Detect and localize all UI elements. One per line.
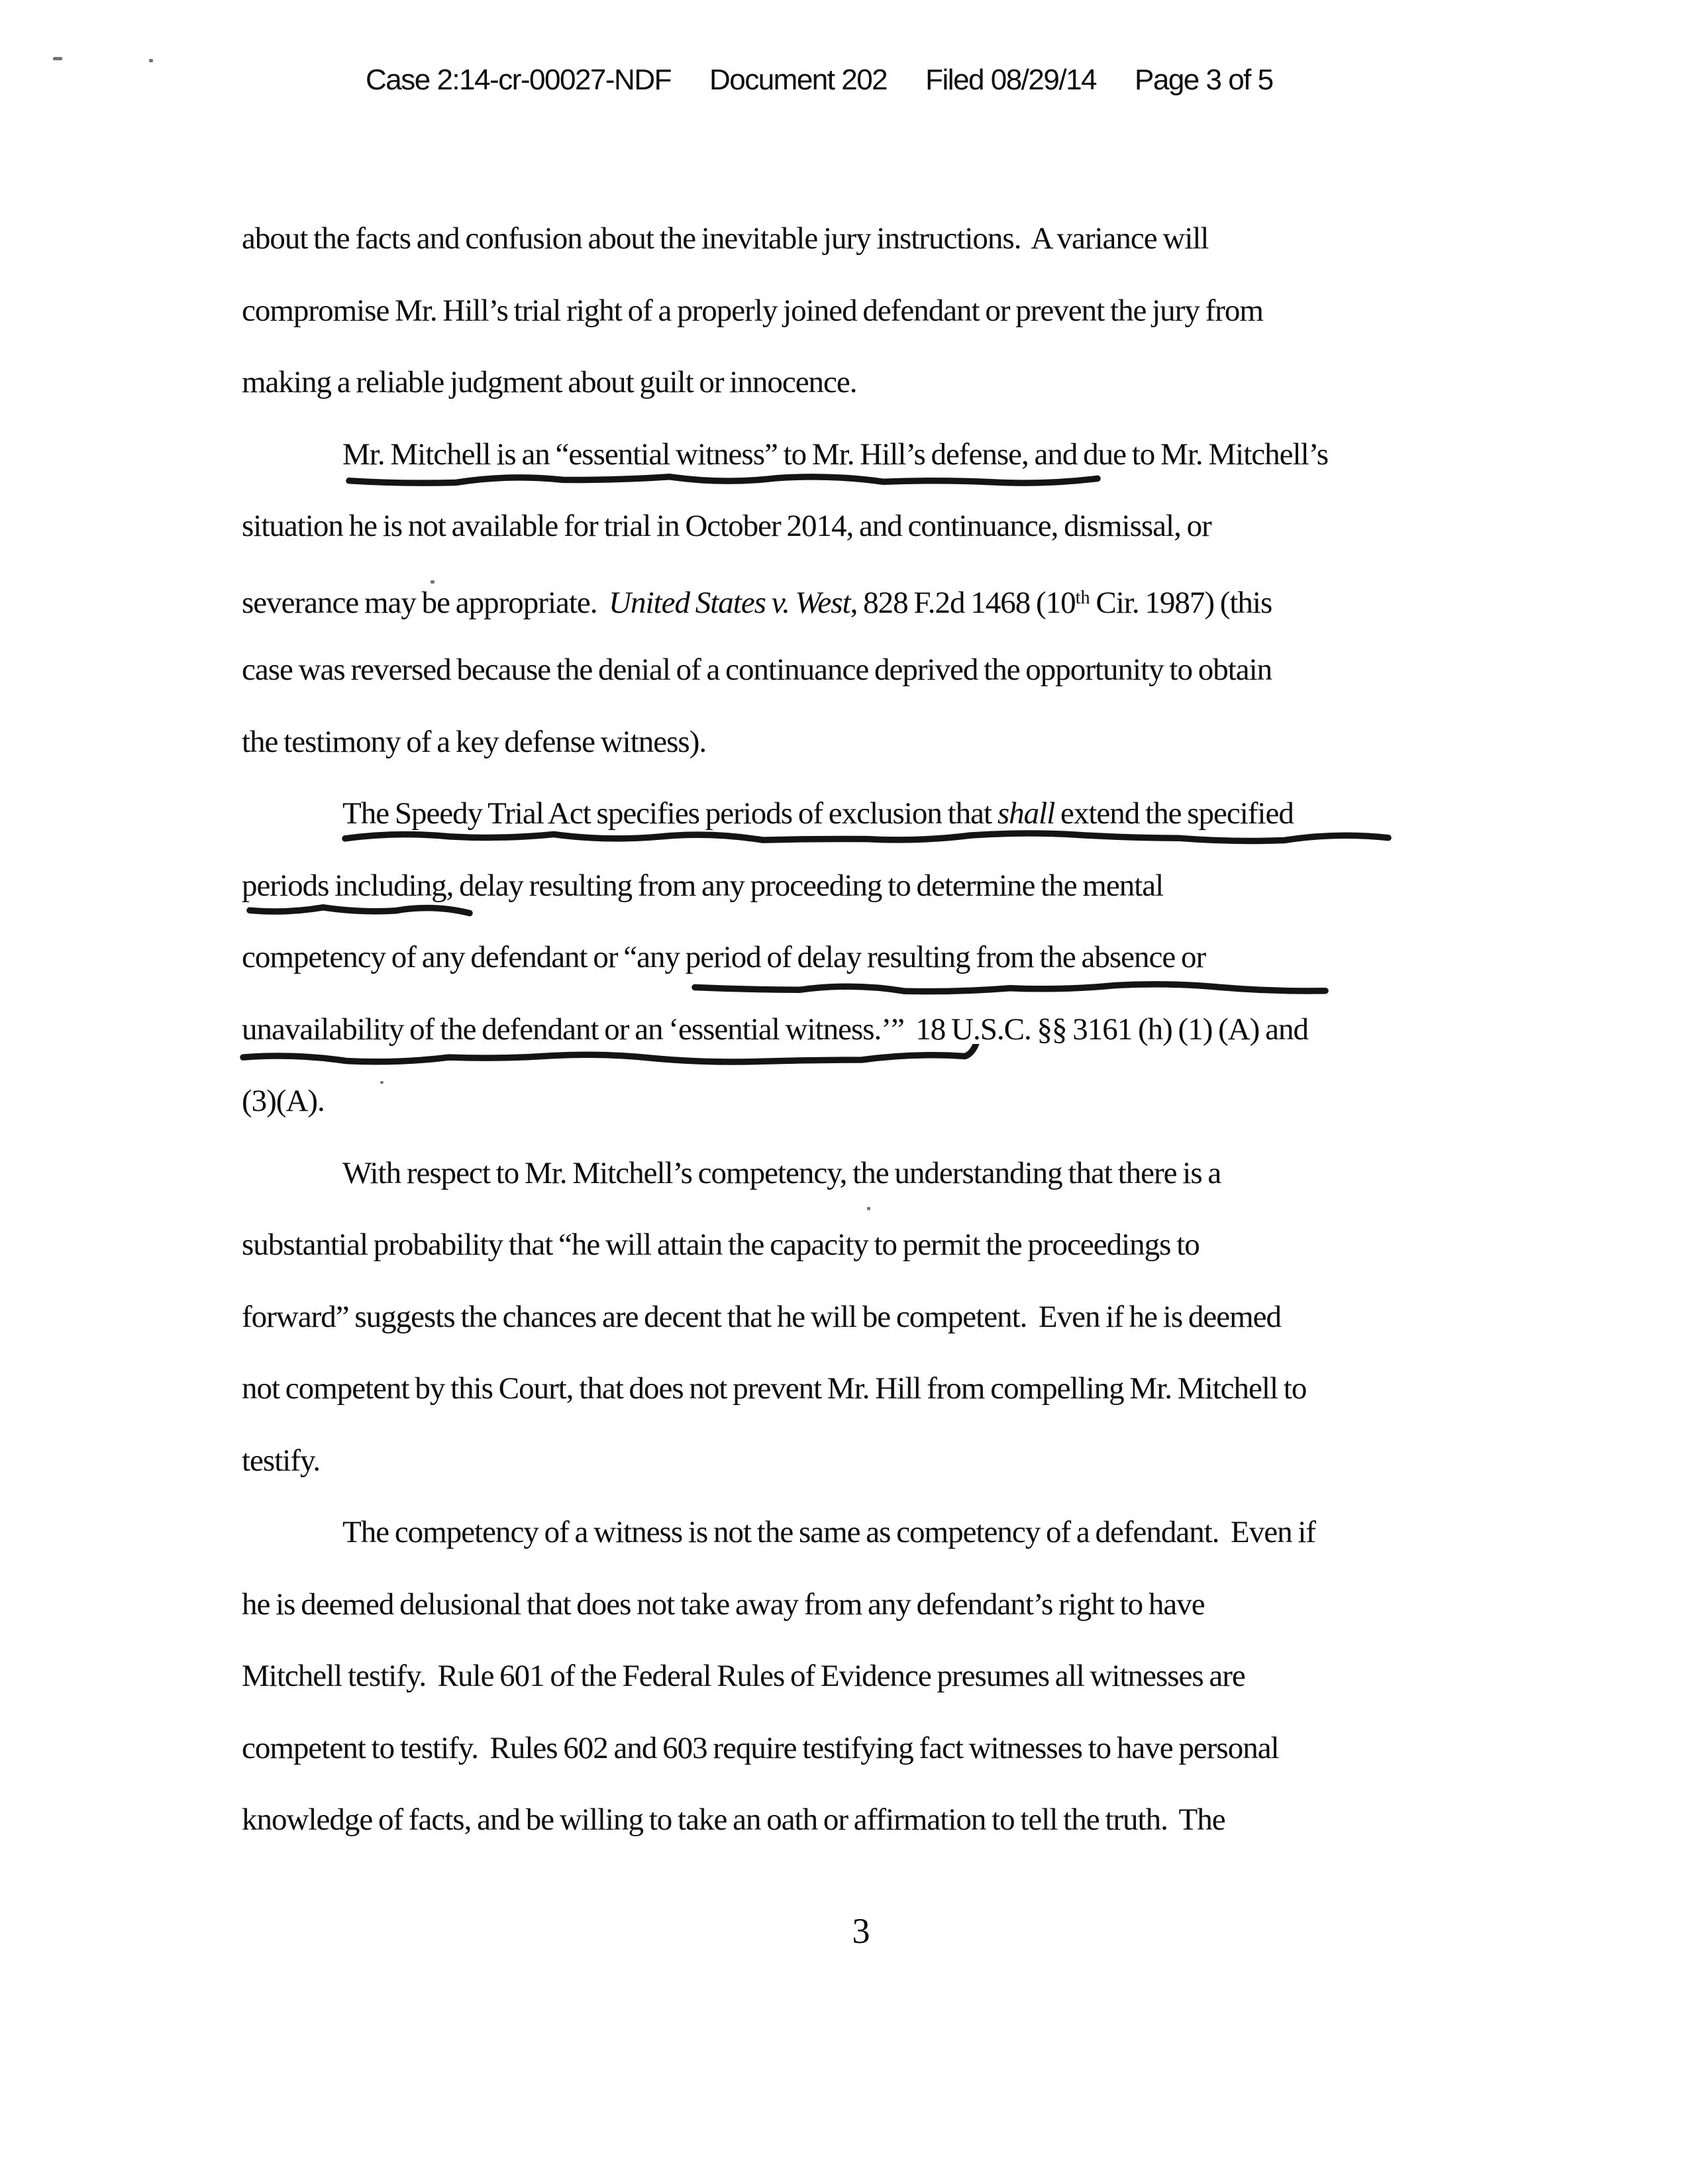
text-line [242,1281,1487,1353]
page-indicator: Page 3 of 5 [1135,64,1273,96]
page-number: 3 [852,1911,870,1951]
text-line [242,1137,1487,1210]
case-stamp-header [366,64,1273,97]
document-body-text [242,203,1487,1856]
text-run: severance may be appropriate. [242,585,609,620]
text-run: With respect to Mr. Mitchell’s competency, the understanding that there is a [342,1155,1221,1190]
text-run: situation he is not available for trial in October 2014, and continuance, dismissal, or [242,509,1211,543]
text-run: not competent by this Court, that does not prevent Mr. Hill from compelling Mr. Mitchell to [242,1371,1307,1406]
text-run: The Speedy Trial Act specifies periods of exclusion that [342,796,998,831]
text-run: compromise Mr. Hill’s trial right of a properly joined defendant or prevent the jury from [242,293,1263,328]
text-line [242,706,1487,778]
text-run: Cir. 1987) (this [1090,585,1272,620]
text-run: case was reversed because the denial of a continuance deprived the opportunity to obtain [242,652,1272,687]
text-line [242,1496,1487,1569]
scan-speck [149,59,153,62]
text-run: the testimony of a key defense witness). [242,724,707,759]
text-line [242,1209,1487,1281]
text-run: The competency of a witness is not the same as competency of a defendant. Even if [342,1515,1316,1549]
text-line [242,1784,1487,1856]
text-run: competent to testify. Rules 602 and 603 require testifying fact witnesses to have personal [242,1730,1279,1765]
text-run: periods including, delay resulting from any proceeding to determine the mental [242,868,1164,903]
text-line [242,203,1487,275]
text-run: competency of any defendant or “any period of delay resulting from the absence or [242,940,1206,974]
text-line [242,1425,1487,1497]
document-number: Document 202 [709,64,888,96]
text-line [242,634,1487,706]
filed-date: Filed 08/29/14 [925,64,1097,96]
text-run: (3)(A). [242,1084,325,1118]
case-number: Case 2:14-cr-00027-NDF [366,64,671,96]
text-line [242,778,1487,850]
text-run: making a reliable judgment about guilt or innocence. [242,365,857,399]
scan-speck [431,580,435,584]
text-line [242,490,1487,562]
text-run-italic: shall [997,796,1055,831]
text-line [242,994,1487,1066]
text-run: , 828 F.2d 1468 (10 [850,585,1076,620]
text-line [242,275,1487,347]
text-line [242,850,1487,922]
text-line [242,1065,1487,1137]
text-run: knowledge of facts, and be willing to take an oath or affirmation to tell the truth. The [242,1802,1225,1837]
scan-speck [867,1207,870,1210]
text-run-italic: United States v. West [609,585,850,620]
text-run: Mitchell testify. Rule 601 of the Federal Rules of Evidence presumes all witnesses are [242,1659,1245,1693]
text-line [242,1640,1487,1712]
text-line [242,346,1487,419]
text-line [242,1712,1487,1785]
scan-speck [380,1081,384,1084]
text-line [242,419,1487,491]
text-line [242,1353,1487,1425]
text-line [242,1569,1487,1641]
text-run: unavailability of the defendant or an ‘essential witness.’” 18 U.S.C. §§ 3161 (h) (1) (A) and [242,1012,1308,1047]
text-line [242,921,1487,994]
text-run: testify. [242,1443,321,1478]
text-line [242,562,1487,635]
text-run: Mr. Mitchell is an “essential witness” to Mr. Hill’s defense, and due to Mr. Mitchell’s [342,437,1328,472]
text-run: forward” suggests the chances are decent that he will be competent. Even if he is deemed [242,1299,1282,1334]
text-run: about the facts and confusion about the inevitable jury instructions. A variance will [242,221,1209,256]
text-run: extend the specified [1054,796,1294,831]
text-run: he is deemed delusional that does not take away from any defendant’s right to have [242,1586,1205,1622]
text-run: substantial probability that “he will attain the capacity to permit the proceedings to [242,1227,1200,1262]
scan-speck [53,57,62,60]
text-run-superscript: th [1075,587,1090,608]
